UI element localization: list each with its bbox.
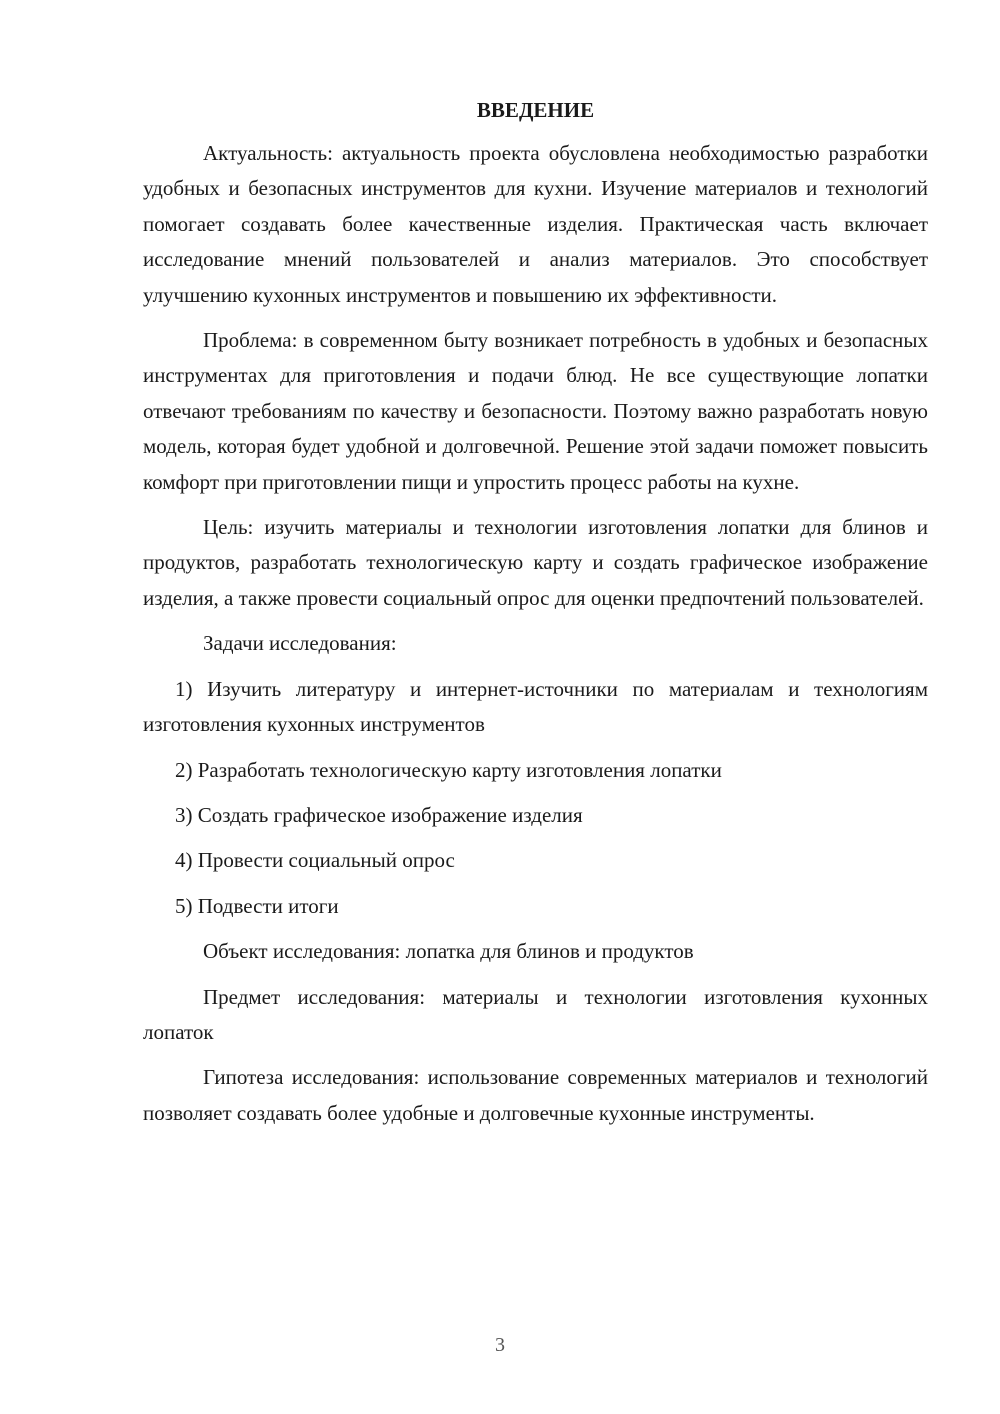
relevance-paragraph: Актуальность: актуальность проекта обусловлена необходимостью разработки удобных и безопасных инструментов для кухни. Изучение материалов и технологий помогает создавать более качественные изделия. Практическая часть включает исследование мнений пользователей и анализ материалов. Это способствует улучшению кухонных инструментов и повышению их эффективности. bbox=[143, 141, 928, 307]
tasks-heading: Задачи исследования: bbox=[203, 631, 397, 656]
task-item-3: 3) Создать графическое изображение изделия bbox=[175, 802, 583, 827]
page-number: 3 bbox=[495, 1334, 505, 1356]
task-item-2: 2) Разработать технологическую карту изготовления лопатки bbox=[175, 757, 722, 782]
subject-paragraph: Предмет исследования: материалы и технологии изготовления кухонных лопаток bbox=[143, 984, 928, 1044]
task-item-1: 1) Изучить литературу и интернет-источники по материалам и технологиям изготовления кухонных инструментов bbox=[143, 676, 928, 737]
hypothesis-paragraph: Гипотеза исследования: использование современных материалов и технологий позволяет создавать более удобные и долговечные кухонные инструменты. bbox=[143, 1065, 928, 1125]
problem-paragraph: Проблема: в современном быту возникает потребность в удобных и безопасных инструментах для приготовления и подачи блюд. Не все существующие лопатки отвечают требованиям по качеству и безопасности. Поэтому важно разработать новую модель, которая будет удобной и долговечной. Решение этой задачи поможет повысить комфорт при приготовлении пищи и упростить процесс работы на кухне. bbox=[143, 328, 928, 494]
task-item-4: 4) Провести социальный опрос bbox=[175, 848, 455, 873]
object-paragraph: Объект исследования: лопатка для блинов и продуктов bbox=[203, 939, 694, 964]
goal-paragraph: Цель: изучить материалы и технологии изготовления лопатки для блинов и продуктов, разработать технологическую карту и создать графическое изображение изделия, а также провести социальный опрос для оценки предпочтений пользователей. bbox=[143, 515, 928, 610]
page-title: ВВЕДЕНИЕ bbox=[476, 98, 595, 122]
task-item-5: 5) Подвести итоги bbox=[175, 893, 339, 918]
document-page bbox=[143, 92, 928, 1141]
